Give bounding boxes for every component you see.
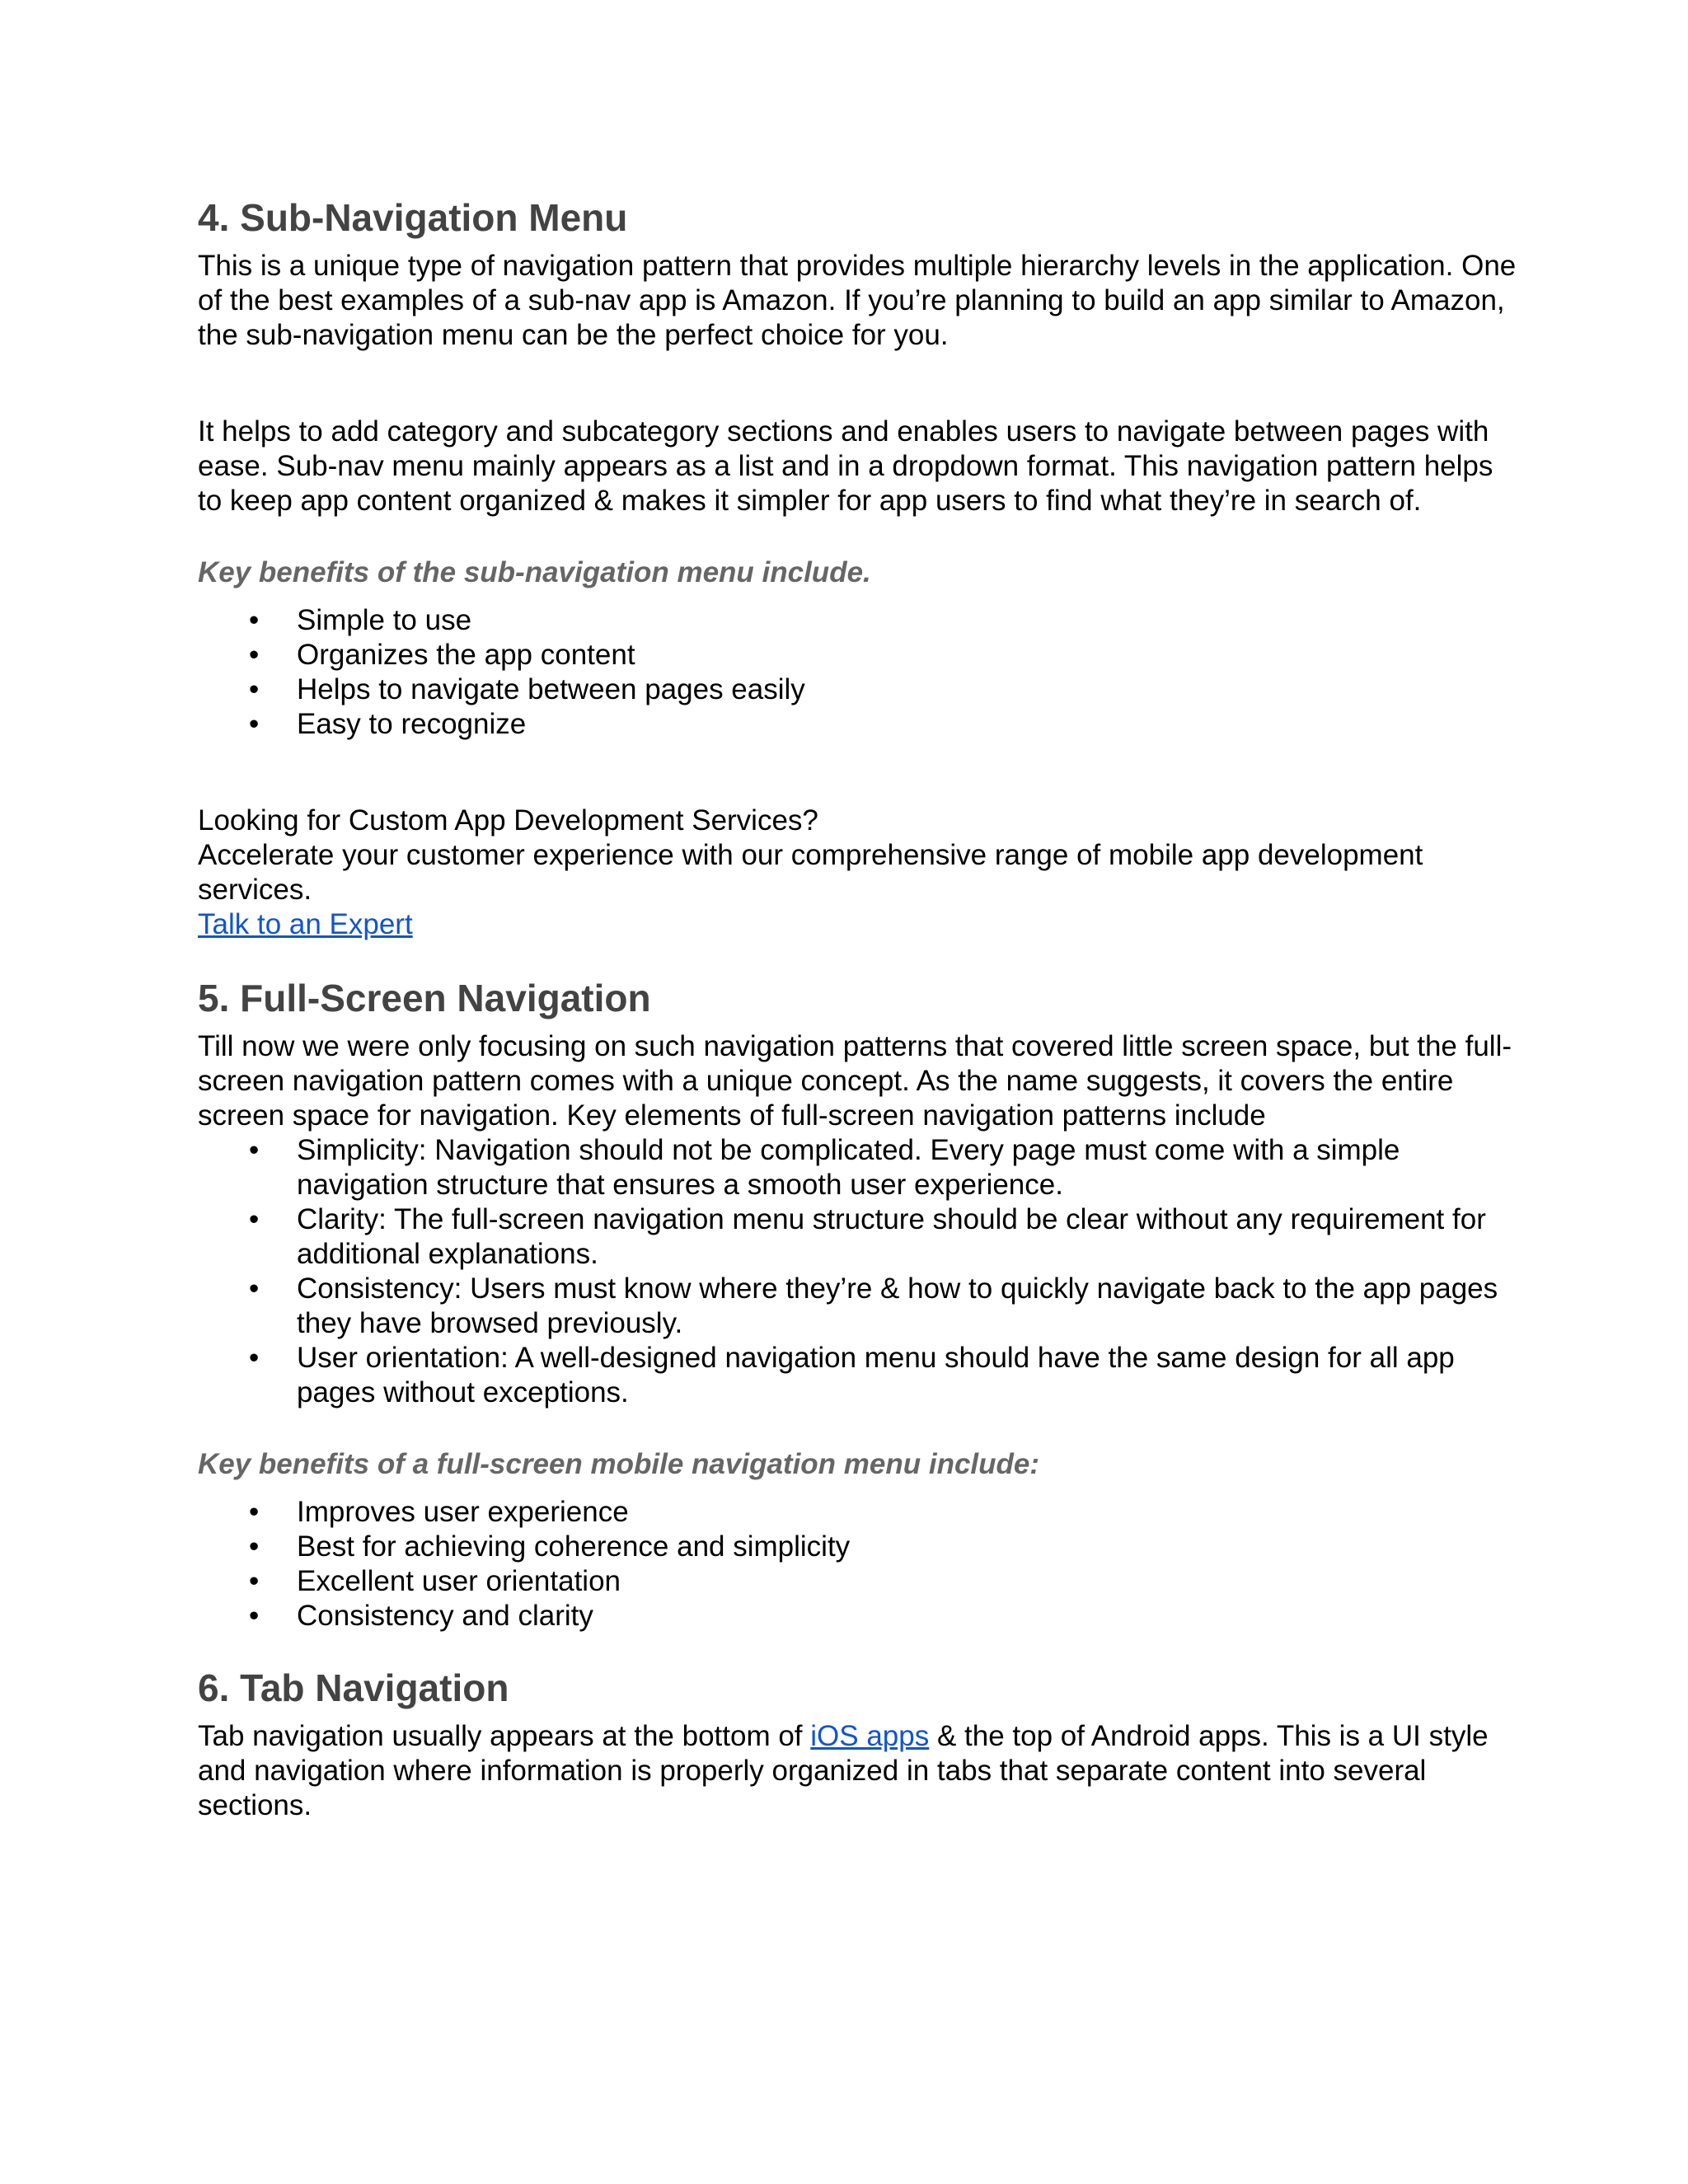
section-4-benefits-list bbox=[198, 603, 1517, 742]
section-heading-full-screen-navigation: 5. Full-Screen Navigation bbox=[198, 977, 651, 1019]
list-item bbox=[198, 603, 1517, 638]
bullet-icon: • bbox=[249, 604, 260, 636]
list-item-text: Easy to recognize bbox=[297, 708, 527, 740]
section-4-paragraph-1: This is a unique type of navigation pattern that provides multiple hierarchy levels in the application. One of the best examples of a sub-nav app is Amazon. If you’re planning to build an app similar to Amazon, the sub-navigation menu can be the perfect choice for you. bbox=[198, 250, 1517, 351]
list-item bbox=[198, 1530, 1517, 1564]
cta-text: Accelerate your customer experience with our comprehensive range of mobile app development services. bbox=[198, 839, 1423, 906]
bullet-icon: • bbox=[249, 1496, 260, 1528]
list-item bbox=[198, 638, 1517, 673]
section-6-paragraph-1 bbox=[198, 1719, 1517, 1823]
section-4-benefits-heading: Key benefits of the sub-navigation menu include. bbox=[198, 556, 871, 588]
list-item-text: Consistency and clarity bbox=[297, 1600, 593, 1632]
bullet-icon: • bbox=[249, 1272, 260, 1305]
cta-link-row bbox=[198, 907, 1517, 942]
cta-block bbox=[198, 804, 1517, 942]
bullet-icon: • bbox=[249, 1342, 260, 1374]
list-item-text: Clarity: The full-screen navigation menu structure should be clear without any requirement for additional explanations. bbox=[297, 1203, 1486, 1270]
list-item bbox=[198, 1133, 1517, 1202]
talk-to-expert-link[interactable]: Talk to an Expert bbox=[198, 908, 413, 940]
section-5-benefits-heading: Key benefits of a full-screen mobile navigation menu include: bbox=[198, 1448, 1040, 1480]
list-item bbox=[198, 1202, 1517, 1272]
section-heading-sub-navigation: 4. Sub-Navigation Menu bbox=[198, 196, 628, 239]
list-item bbox=[198, 673, 1517, 707]
list-item-text: User orientation: A well-designed navigation menu should have the same design for all app pages without exceptions. bbox=[297, 1342, 1455, 1408]
list-item bbox=[198, 1272, 1517, 1341]
list-item bbox=[198, 707, 1517, 742]
section-4-paragraph-2: It helps to add category and subcategory sections and enables users to navigate between pages with ease. Sub-nav menu mainly appears as a list and in a dropdown format. This navigation pattern helps to keep app content organized & makes it simpler for app users to find what they’re in search of. bbox=[198, 415, 1493, 517]
list-item-text: Improves user experience bbox=[297, 1496, 629, 1528]
section-5-paragraph-1: Till now we were only focusing on such navigation patterns that covered little screen space, but the full-screen navigation pattern comes with a unique concept. As the name suggests, it covers the entire screen space for navigation. Key elements of full-screen navigation patterns include bbox=[198, 1030, 1512, 1132]
list-item-text: Helps to navigate between pages easily bbox=[297, 673, 805, 705]
list-item-text: Simplicity: Navigation should not be complicated. Every page must come with a simple navigation structure that ensures a smooth user experience. bbox=[297, 1134, 1400, 1201]
section-heading-tab-navigation: 6. Tab Navigation bbox=[198, 1666, 509, 1709]
bullet-icon: • bbox=[249, 673, 260, 705]
list-item bbox=[198, 1599, 1517, 1633]
bullet-icon: • bbox=[249, 708, 260, 740]
list-item-text: Simple to use bbox=[297, 604, 472, 636]
cta-title: Looking for Custom App Development Services? bbox=[198, 804, 818, 837]
ios-apps-link[interactable]: iOS apps bbox=[810, 1720, 930, 1752]
list-item-text: Best for achieving coherence and simplicity bbox=[297, 1530, 851, 1563]
list-item bbox=[198, 1341, 1517, 1410]
list-item-text: Organizes the app content bbox=[297, 639, 635, 671]
bullet-icon: • bbox=[249, 1134, 260, 1166]
bullet-icon: • bbox=[249, 1530, 260, 1563]
document-page bbox=[198, 194, 1517, 1823]
bullet-icon: • bbox=[249, 639, 260, 671]
bullet-icon: • bbox=[249, 1565, 260, 1597]
list-item-text: Excellent user orientation bbox=[297, 1565, 621, 1597]
list-item bbox=[198, 1495, 1517, 1530]
bullet-icon: • bbox=[249, 1203, 260, 1235]
section-5-elements-list bbox=[198, 1133, 1517, 1410]
section-6-text-before-link: Tab navigation usually appears at the bottom of bbox=[198, 1720, 811, 1752]
list-item bbox=[198, 1564, 1517, 1599]
list-item-text: Consistency: Users must know where they’re & how to quickly navigate back to the app pages they have browsed previously. bbox=[297, 1272, 1498, 1339]
bullet-icon: • bbox=[249, 1600, 260, 1632]
section-6-text-after-link: & the top of Android apps. This is a UI style and navigation where information is properly organized in tabs that separate content into several sections. bbox=[198, 1720, 1489, 1821]
section-5-benefits-list bbox=[198, 1495, 1517, 1633]
